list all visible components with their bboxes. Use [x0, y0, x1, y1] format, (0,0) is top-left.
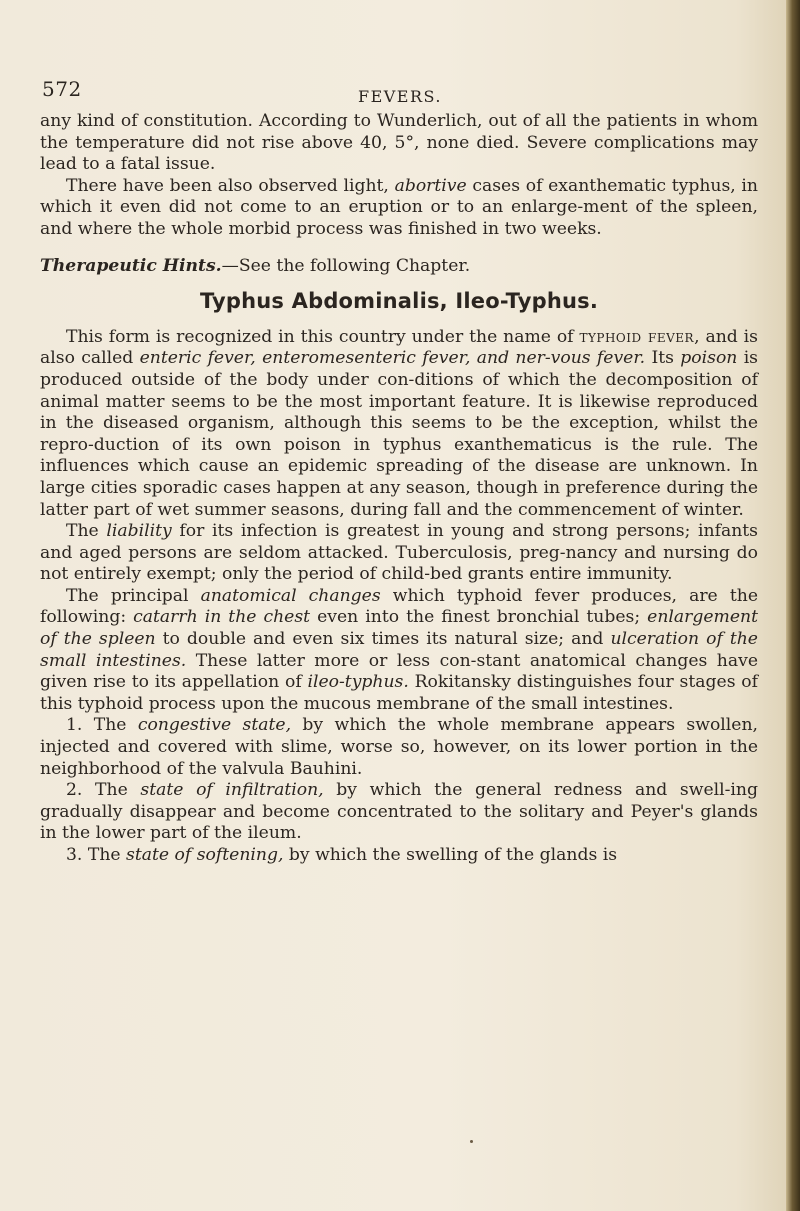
page-body: [40, 111, 758, 867]
stage-2-infiltration: 2. The state of infiltration, by which the general redness and swell-ing gradually disappear and become concentrated to the solitary and Peyer's glands in the lower part of the ileum.: [40, 780, 758, 844]
running-title: FEVERS.: [357, 87, 443, 106]
therapeutic-hints-label: Therapeutic Hints.: [40, 255, 222, 276]
paragraph-continued: any kind of constitution. According to Wunderlich, out of all the patients in whom the temperature did not rise above 40, 5°, none died. Severe complications may lead to a fatal issue.: [40, 111, 758, 175]
page-edge-shadow: [786, 0, 800, 1211]
ink-speck: [470, 1140, 473, 1143]
page-number: 572: [42, 77, 82, 101]
paragraph-abortive-cases: There have been also observed light, abortive cases of exanthematic typhus, in which it even did not come to an eruption or to an enlarge-ment of the spleen, and where the whole morbid process was finished in two weeks.: [40, 175, 758, 239]
paragraph-recognition: This form is recognized in this country under the name of typhoid fever, and is also called enteric fever, enteromesenteric fever, and ner-vous fever. Its poison is produced outside of the body under con-ditions of which the decomposition of animal matter seems to be the most important feature. It is likewise reproduced in the diseased organism, although this seems to be the exception, whilst the repro-duction of its own poison in typhus exanthematicus is the rule. The influences which cause an epidemic spreading of the disease are unknown. In large cities sporadic cases happen at any season, though in preference during the latter part of wet summer seasons, during fall and the commencement of winter.: [40, 326, 759, 520]
stage-1-congestive: 1. The congestive state, by which the whole membrane appears swollen, injected and covered with slime, worse so, however, on its lower portion in the neighborhood of the valvula Bauhini.: [40, 715, 759, 779]
stage-3-softening: 3. The state of softening, by which the swelling of the glands is: [66, 845, 618, 865]
section-heading: Typhus Abdominalis, Ileo-Typhus.: [199, 289, 599, 314]
therapeutic-hints: Therapeutic Hints.—See the following Chapter.: [40, 255, 471, 276]
paragraph-anatomical-changes: The principal anatomical changes which typhoid fever produces, are the following: catarrh in the chest even into the finest bronchial tubes; enlargement of the spleen to double and even six times its natural size; and ulceration of the small intestines. These latter more or less con-stant anatomical changes have given rise to its appellation of ileo-typhus. Rokitansky distinguishes four stages of this typhoid process upon the mucous membrane of the small intestines.: [40, 585, 758, 714]
paragraph-liability: The liability for its infection is greatest in young and strong persons; infants and aged persons are seldom attacked. Tuberculosis, preg-nancy and nursing do not entirely exempt; only the period of child-bed grants entire immunity.: [40, 521, 758, 585]
